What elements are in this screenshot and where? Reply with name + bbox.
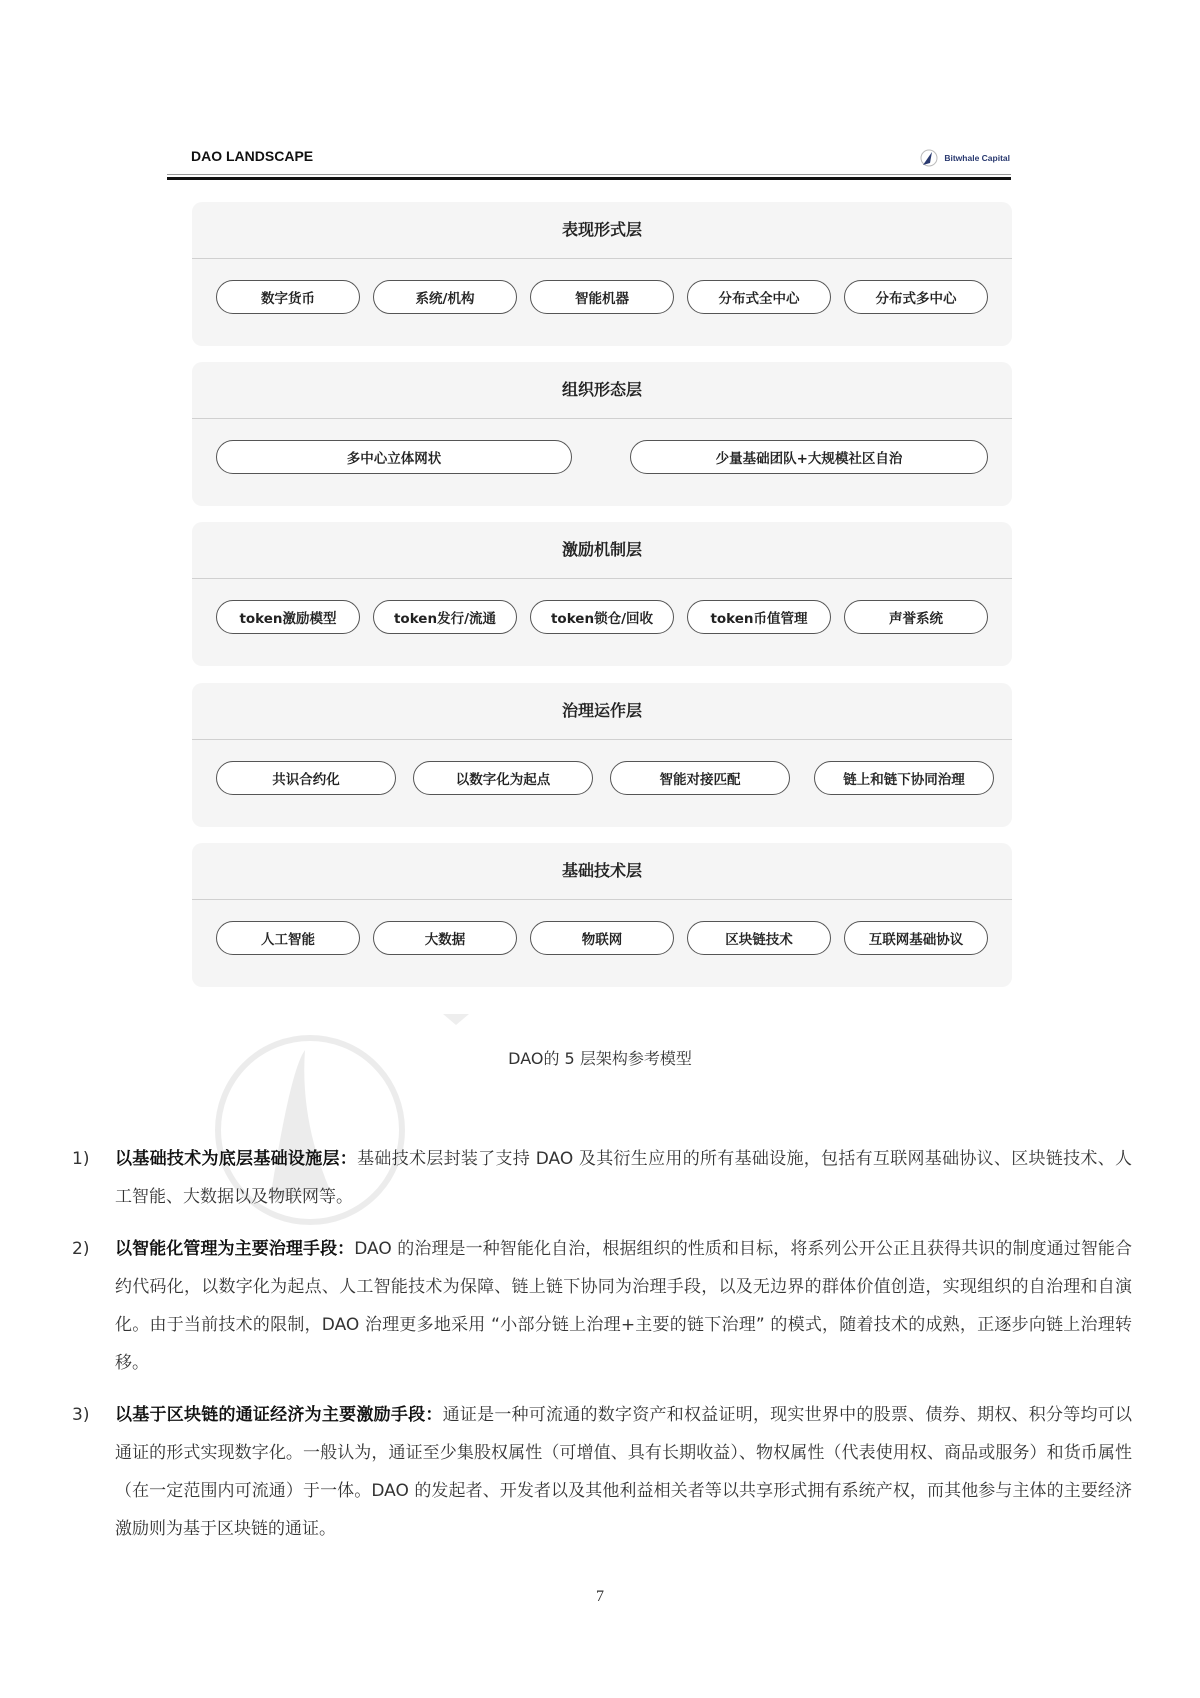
layer-item-pill: token激励模型 [216,600,360,634]
layer-title: 基础技术层 [192,843,1012,900]
layer-title: 表现形式层 [192,202,1012,259]
layer-item-pill: 智能对接匹配 [610,761,790,795]
layer-item-pill: 声誉系统 [844,600,988,634]
list-lead: 以基于区块链的通证经济为主要激励手段： [115,1405,443,1425]
layer-panel [192,683,1012,827]
layer-item-pill: 多中心立体网状 [216,440,572,474]
list-item [72,1396,1132,1548]
list-item [72,1140,1132,1216]
arrow-down-icon [443,1014,469,1025]
list-lead: 以智能化管理为主要治理手段： [115,1239,355,1259]
list-text: 基础技术层封装了支持 DAO 及其衍生应用的所有基础设施，包括有互联网基础协议、区块链技术、人工智能、大数据以及物联网等。 [115,1149,1133,1207]
layer-item-pill: 互联网基础协议 [844,921,988,955]
logo-text: Bitwhale Capital [944,153,1010,163]
header-divider-thick [167,177,1011,180]
layer-items [216,280,988,316]
layer-items [216,761,988,797]
layer-items [216,440,988,476]
layer-item-pill: 区块链技术 [687,921,831,955]
header-divider-thin [167,174,1011,175]
whale-logo-icon [920,149,938,167]
list-body [115,1140,1132,1216]
layer-item-pill: token发行/流通 [373,600,517,634]
layer-item-pill: 数字货币 [216,280,360,314]
layer-item-pill: 大数据 [373,921,517,955]
page-number: 7 [596,1588,604,1605]
layer-panel [192,202,1012,346]
list-text: DAO 的治理是一种智能化自治，根据组织的性质和目标，将系列公开公正且获得共识的制度通过智能合约代码化，以数字化为起点、人工智能技术为保障、链上链下协同为治理手段，以及无边界的群体价值创造，实现组织的自治理和自演化。由于当前技术的限制，DAO 治理更多地采用 “小部分链上治理+主要的链下治理” 的模式，随着技术的成熟，正逐步向链上治理转移。 [115,1239,1133,1373]
layer-item-pill: token币值管理 [687,600,831,634]
layer-panel [192,843,1012,987]
list-body [115,1396,1132,1548]
layer-item-pill: 智能机器 [530,280,674,314]
list-number: 2) [72,1239,90,1259]
layer-item-pill: 链上和链下协同治理 [814,761,994,795]
header-title: DAO LANDSCAPE [191,148,314,164]
list-body [115,1230,1132,1382]
list-lead: 以基础技术为底层基础设施层： [115,1149,358,1169]
layer-title: 治理运作层 [192,683,1012,740]
layer-item-pill: 以数字化为起点 [413,761,593,795]
list-number: 3) [72,1405,90,1425]
layer-title: 激励机制层 [192,522,1012,579]
layer-item-pill: 分布式全中心 [687,280,831,314]
list-item [72,1230,1132,1382]
layer-item-pill: 物联网 [530,921,674,955]
layer-item-pill: 系统/机构 [373,280,517,314]
layer-panel [192,522,1012,666]
list-number: 1) [72,1149,90,1169]
list-text: 通证是一种可流通的数字资产和权益证明，现实世界中的股票、债券、期权、积分等均可以通证的形式实现数字化。一般认为，通证至少集股权属性（可增值、具有长期收益）、物权属性（代表使用权、商品或服务）和货币属性（在一定范围内可流通）于一体。DAO 的发起者、开发者以及其他利益相关者等以共享形式拥有系统产权，而其他参与主体的主要经济激励则为基于区块链的通证。 [115,1405,1133,1539]
layer-items [216,600,988,636]
layer-item-pill: token锁仓/回收 [530,600,674,634]
layer-title: 组织形态层 [192,362,1012,419]
layer-item-pill: 共识合约化 [216,761,396,795]
layer-item-pill: 分布式多中心 [844,280,988,314]
layer-items [216,921,988,957]
figure-caption: DAO的 5 层架构参考模型 [508,1049,692,1068]
layer-item-pill: 少量基础团队+大规模社区自治 [630,440,988,474]
brand-logo [920,149,1010,167]
layer-item-pill: 人工智能 [216,921,360,955]
layer-panel [192,362,1012,506]
